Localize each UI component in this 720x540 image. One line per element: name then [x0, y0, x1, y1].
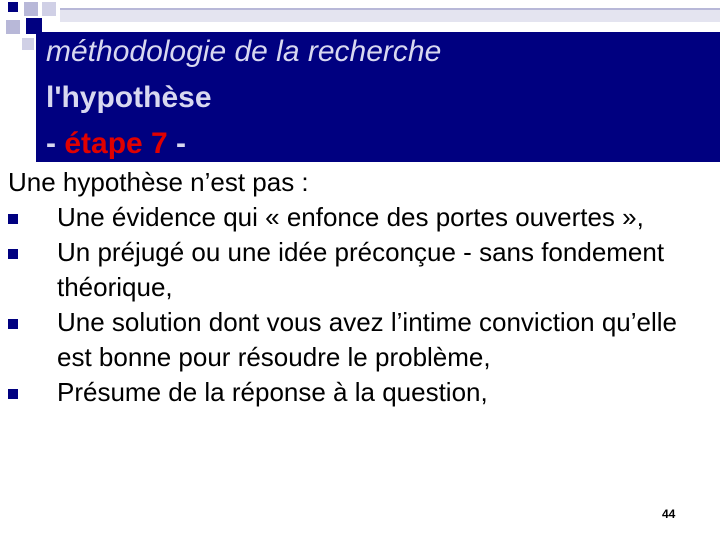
bullet-item-4	[8, 375, 708, 410]
title-dash-suffix: -	[167, 127, 187, 160]
slide-title-line-3	[46, 126, 186, 162]
title-dash-prefix: -	[46, 127, 65, 160]
square-bullet-icon	[8, 249, 18, 259]
bullet-item-3	[8, 305, 708, 375]
intro-text: Une hypothèse n’est pas :	[8, 167, 309, 197]
square-bullet-icon	[8, 389, 18, 399]
slide-body	[8, 165, 708, 410]
square-bullet-icon	[8, 319, 18, 329]
bullet-text: Une solution dont vous avez l’intime conviction qu’elle est bonne pour résoudre le problème,	[57, 307, 678, 372]
slide-title-line-2: l'hypothèse	[46, 81, 212, 114]
slide-title-line-1: méthodologie de la recherche	[46, 35, 442, 68]
square-bullet-icon	[8, 214, 18, 224]
bullet-text: Présume de la réponse à la question,	[57, 377, 488, 407]
bullet-item-1	[8, 200, 708, 235]
page-number: 44	[662, 507, 676, 521]
bullet-item-2	[8, 235, 708, 305]
bullet-text: Un préjugé ou une idée préconçue - sans fondement théorique,	[57, 237, 665, 302]
title-step-highlight: étape 7	[64, 127, 168, 160]
bullet-text: Une évidence qui « enfonce des portes ouvertes »,	[57, 202, 644, 232]
